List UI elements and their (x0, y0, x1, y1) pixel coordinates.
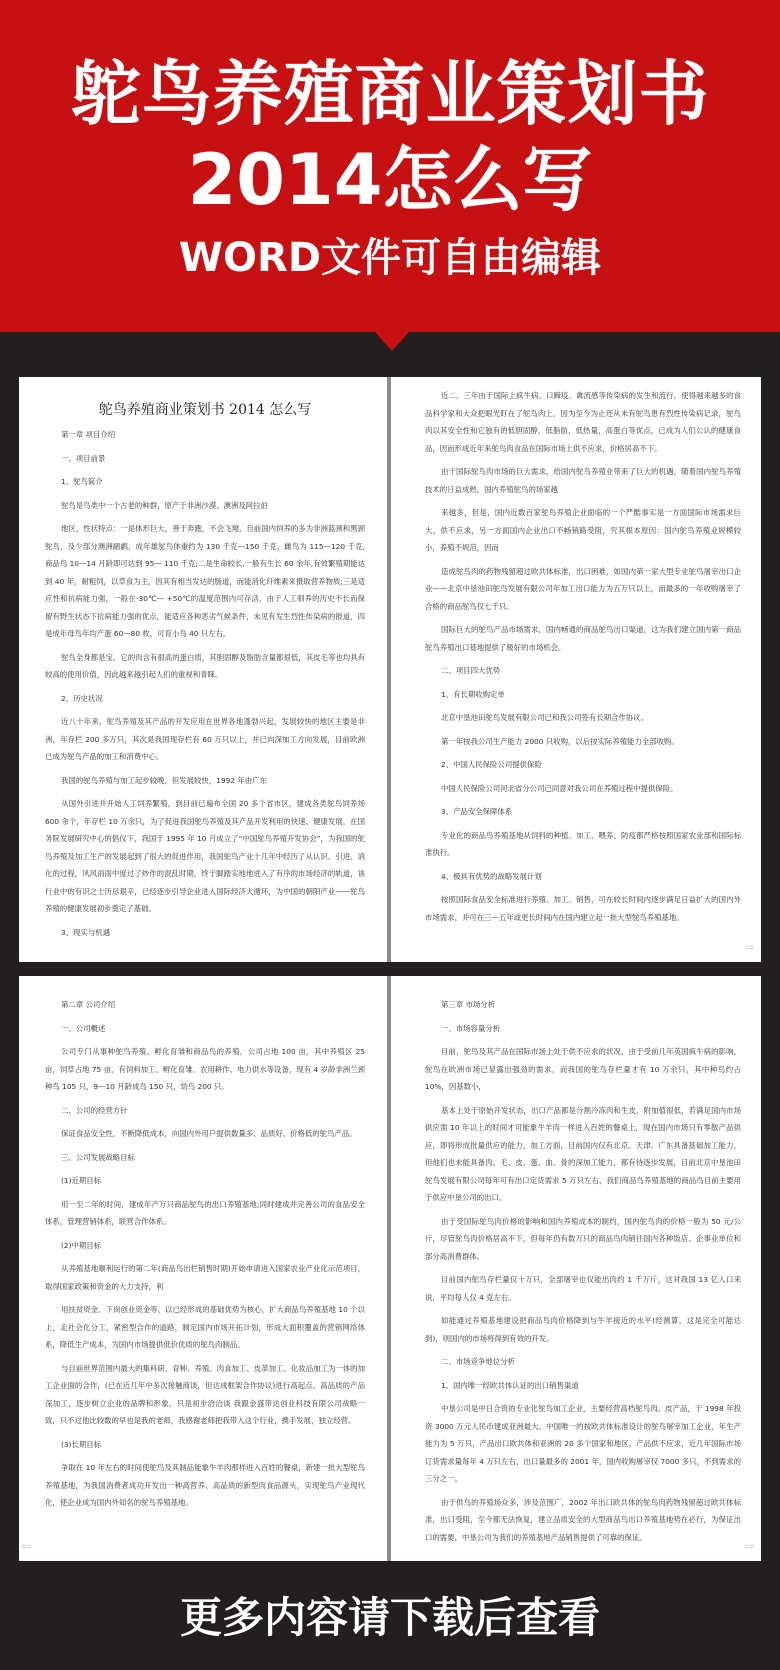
section-heading: 3、产品安全保障体系 (441, 807, 513, 816)
section-heading: 2、中国人民保险公司提供保险 (441, 760, 542, 769)
paragraph: 国际巨大的鸵鸟产品市场需求，国内畅通的商品鸵鸟出口渠道，这为我们建立国内第一商品鸵鸟养殖出口基地提供了极好的市场机会。 (425, 625, 741, 652)
section-heading: 三、公司发展战略目标 (61, 1152, 135, 1162)
page-blocks (425, 387, 741, 926)
paragraph: 中垦公司是中日合资的专业化鸵鸟加工企业，主要经营高档鸵鸟肉、皮产品，于 1998 年投资 3000 万元人民币建成亚洲最大、中国唯一的按欧共体标准设计的鸵鸟屠宰加工企业，年生产能力为 5 万只，产品出口欧共体和亚洲的 20 多个国家和地区，产品供不应求，近几年国际市场订货需求量每年 4 万只左右，出口量最多的 2001 年，国内收购屠宰仅 7000 多只，不到需求的三分之一。 (425, 1404, 741, 1483)
paragraph: 如能通过养殖基地建设把商品鸟肉价格降到与牛羊接近的水平(经测算，这是完全可能达到)，则国内的市场将得到有效的开发。 (425, 1316, 741, 1343)
document-page-2 (391, 377, 761, 962)
section-heading: 二、公司的经营方针 (61, 1105, 128, 1115)
paragraph: 造成鸵鸟肉的药物残留超过欧共体标准，出口困难，如国内第一家大型专业鸵鸟屠宰出口企业——北京中垦池田鸵鸟发展有限公司年加工出口能力为五万只以上，而最多的一年收购屠宰了合格的商品鸵鸟仅七千只。 (425, 566, 741, 611)
next-page-arrow-icon[interactable]: ⇨ (744, 940, 755, 954)
section-heading: 第一章 项目介绍 (61, 430, 116, 439)
banner-title-line1: 鸵鸟养殖商业策划书 (70, 53, 710, 135)
section-heading: 4、极具有优势的战略发展计划 (441, 871, 542, 881)
section-heading: 1、鸵鸟简介 (61, 477, 103, 486)
paragraph: 目前国内鸵鸟存栏量仅十万只，全部屠宰也仅能出肉约 1 千万斤，这对我国 13 亿人口来说，平均每人仅 4 克左右。 (425, 1275, 741, 1302)
paragraph: 北京中垦池田鸵鸟发展有限公司已和我公司签有长期合作协议。 (441, 713, 648, 722)
paragraph: 保证食品安全性，不断降低成本，向国内外用户提供数量多、品质好、价格低的鸵鸟产品。 (61, 1129, 357, 1138)
paragraph: 用扶贫资金、下岗创业资金等，以已经形成的基础优势为核心，扩大商品鸟养殖基地 10 个以上，走社会化分工，紧密型合作的道路，制定国内市场开拓计划，形成大面积覆盖的营销网络体系，降低生产成本，为国内市场提供低价优质的鸵鸟肉制品。 (45, 1305, 365, 1349)
document-page-4 (391, 976, 761, 1561)
paragraph: 专业化的商品鸟养殖基地从饲料的种植、加工、喂养、防疫都严格按照国家农业部和国际标准执行。 (425, 830, 741, 857)
banner-pointer-notch (374, 331, 410, 351)
paragraph: 从国外引进并开始人工饲养繁殖，到目前已遍布全国 20 多个省市区，建成各类鸵鸟饲养场 600 余个，年存栏 10 万余只，为了促进我国鸵鸟养殖及其产品开发利用的快速、健康发展，在国务院发展研究中心的倡仪下，我国于 1995 年 10 月成立了“中国鸵鸟养殖开发协会”，为我国的鸵鸟养殖及加工生产的发展起到了很大的促进作用，我国鸵鸟产业十几年中经历了从认识、引进、消化的过程，风风雨雨中度过了炒作的混乱时期，终于脚踏实地地进入了有序的市场经济的轨道，该行业中的有识之士历尽艰辛，已经逐步引导企业进入国际经济大循环，为中国的朝阳产业——鸵鸟养殖的健康发展初步奠定了基础。 (45, 799, 365, 913)
paragraph: 由于供鸟的养殖场众多，涉及范围广，2002 年出口欧共体的鸵鸟肉药物残留超过欧共体标准，出口受阻，至今都无法恢复，建立品质安全的大型商品鸟出口养殖基地势在必行，为保证出口的需要，中垦公司为我们的养殖基地产品销售提供了可靠的保证。 (425, 1497, 741, 1542)
section-heading: (3)长期目标 (61, 1439, 102, 1449)
paragraph: 由于国际鸵鸟肉市场的巨大需求，给国内鸵鸟养殖业带来了巨大的机遇，随着国内鸵鸟养殖技术的日益成熟，国内养殖鸵鸟的场家越 (425, 467, 741, 494)
section-heading: (1)近期目标 (61, 1176, 102, 1185)
section-heading: 1、有长期收购定单 (441, 689, 505, 699)
paragraph: 地区，性状特点：一是体形巨大，善于奔跑，不会飞翔，目前国内饲养的多为非洲蓝颈和黑颈鸵鸟，及少部分澳洲鸸鹋，成年雄鸵鸟体重约为 130 千克—150 千克，雌鸟为 115—120 千克,商品鸟 10—14 月龄即可达到 95— 110 千克;二是生命较长,一般有生长 60 余年,有效繁殖期能达到 40 年，耐粗饲，以草食为主，因其有相当发达的肠道，而能消化纤维素来摄取营养物质;三是适应性和抗病能力强，一般在-30℃— +50℃的温度范围内可存活，由于人工驯养的历史不长而保留有野生状态下抗病能力强的优点，能适应各种恶劣气候条件，未见有发生烈性传染病的报道，四是成年母鸟年均产蛋 60—80 枚，可育小鸟 40 只左右。 (45, 524, 365, 638)
paragraph: 第一年按我公司生产能力 2000 只收购，以后按实际养殖能力全部收购。 (441, 736, 679, 746)
paragraph: 我国的鸵鸟养殖与加工起步较晚，但发展较快，1992 年由广东 (61, 775, 267, 785)
paragraph: 鸵鸟全身都是宝，它的肉含有很高的蛋白质，其胆固醇及脂肪含量都很低，其皮毛等也均具有较高的使用价值，因此越来越引起人们的重视和青睐。 (45, 652, 365, 679)
next-page-arrow-icon[interactable]: ⇨ (744, 1539, 755, 1553)
page-content (45, 377, 365, 947)
section-heading: 2、历史状况 (61, 693, 103, 703)
banner-title-line2: 2014怎么写 (187, 139, 593, 221)
page-blocks (45, 996, 365, 1512)
page-blocks (425, 996, 741, 1546)
paragraph: 与目前世界范围内最大的集科研、育种、养殖、肉食加工、皮革加工、化妆品加工为一体的加工企业面的合作，(已在近几年中多次接触商谈，但达成框架合作协议)进行高起点、高品质的产品深加工，逐步树立企业的品牌和形象，只是初步洽洽谈 我跟金盛带达创业科技有限公司战略一致，只不过他比较数的早也是我的老师，我感谢老师把我带入这个行业，携手发展，独立经营。 (45, 1363, 365, 1425)
section-heading: 一、市场容量分析 (441, 1023, 501, 1033)
section-heading: 一、公司概述 (61, 1023, 106, 1033)
paragraph: 近二、三年由于国际上疯牛病、口蹄疫、禽流感等传染病的发生和流行，使得越来越多的食品科学家和大众把眼光盯在了鸵鸟肉上，因为至今为止还从未有鸵鸟患有烈性传染病记录，鸵鸟肉以其安全性和它独有的低胆固醇，低脂肪，低热量，高蛋白等优点，已成为人们公认的健康食品，因而形成近年来鸵鸟肉食品在国际市场上供不应求，价格居高不下。 (425, 391, 741, 453)
page-content (45, 990, 365, 1518)
document-page-3 (19, 976, 387, 1561)
paragraph: 按照国际食品安全标准进行养殖、加工、销售，可在较长时间内逐步满足日益扩大的国内外市场需求，并可在三—五年或更长时间内在国内建立起一批大型鸵鸟养殖基地。 (425, 895, 741, 922)
document-page-1 (19, 377, 387, 962)
section-heading: (2)中期目标 (61, 1240, 102, 1250)
paragraph: 公司专门从事种鸵鸟养殖、孵化育雏和商品鸟的养殖，公司占地 100 亩，其中养殖区 25 亩，饲草占地 75 亩，有饲料加工、孵化育雏、农用耕作、电力供水等设备，现有 4 岁龄非洲兰颈种鸟 105 只，9—10 月龄成鸟 150 只，幼鸟 200 只。 (45, 1047, 365, 1091)
paragraph: 目前，鸵鸟及其产品在国际市场上处于供不应求的状况，由于受前几年英国疯牛病的影响，鸵鸟在欧洲市场已显露出强劲的需求，而我国的鸵鸟存栏量才有 10 万余只，其中种鸟约占 10%，因基数小， (425, 1047, 741, 1091)
section-heading: 第二章 公司介绍 (61, 1000, 116, 1009)
paragraph: 中国人民保险公司河北省分公司已同意对我公司在养殖过程中提供保险。 (441, 783, 678, 793)
paragraph: 争取在 10 年左右的时间使鸵鸟及其制品能象牛羊肉那样进入百姓的餐桌，新建一批大型鸵鸟养殖基地，为我国消费者成功开发出一种高营养、高品质的新型肉食品源头，实现鸵鸟产业现代化，使企业成为国内外知名的鸵鸟养殖基地。 (45, 1463, 365, 1507)
download-more-caption: 更多内容请下载后查看 (179, 1593, 600, 1642)
header-banner (0, 0, 780, 332)
section-heading: 一、项目前景 (61, 453, 106, 463)
paragraph: 从养殖基地顺利运行的第二年(商品鸟出栏销售时期)开始申请进入国家农业产业化示范项目，取得国家政策和资金的大力支持，利 (45, 1264, 365, 1291)
section-heading: 二、市场竞争地位分析 (441, 1357, 515, 1366)
paragraph: 由于受国际鸵鸟肉价格的影响和国内养殖成本的制约，国内鸵鸟肉的价格一般为 50 元/公斤，尽管鸵鸟肉价格居高不下，但每年仍有数万只的商品鸟肉销往国内各种饭店、企事业单位和部分高消费群体。 (425, 1216, 741, 1261)
section-heading: 第三章 市场分析 (441, 1000, 496, 1009)
paragraph: 用一至二年的时间，建成年产万只商品鸵鸟的出口养殖基地;同时建成并完善公司的食品安全体系，管理营销体系，联营合作体系。 (45, 1199, 365, 1226)
page-blocks (45, 426, 365, 941)
paragraph: 近八十年来，鸵鸟养殖及其产品的开发应用在世界各地蓬勃兴起，发展较快的地区主要是非洲，年存栏 200 多万只，其次是我国现存栏有 60 万只以上，并已向深加工方向发展，目前欧洲已成为鸵鸟产品的加工和消费中心。 (45, 717, 365, 761)
paragraph: 来越多，但是，国内近数百家鸵鸟养殖企业面临的一个严酷事实是一方面国际市场需求巨大，供不应求，另一方面国内企业出口不畅销路受阻，究其根本原因：国内鸵鸟养殖业规模较小，养殖不规范，因而 (425, 508, 741, 552)
section-heading: 3、现实与机遇 (61, 927, 111, 937)
page-content (425, 990, 741, 1552)
document-title: 鸵鸟养殖商业策划书 2014 怎么写 (98, 402, 312, 418)
prev-page-arrow-icon[interactable]: ⇦ (21, 1539, 32, 1553)
page-content (425, 387, 741, 932)
section-heading: 鸵鸟是鸟类中一个古老的种群，原产于非洲沙漠、澳洲及阿拉伯 (61, 500, 268, 510)
banner-subtitle: WORD文件可自由编辑 (178, 235, 602, 281)
section-heading: 二、项目四大优势 (441, 666, 501, 675)
paragraph: 基本上处于原始开发状态，出口产品都是分割冷冻肉和生皮，附加值很低，若满足国内市场供应需 10 年以上的时间才可能象牛羊肉一样进入百姓的餐桌上，现在国内市场只有零散产品供应，即将形成批量供应的能力，加工方面，目前国内仅有北京、天津、广东具备基础加工能力，但他们也未能具备肉、毛、皮、蛋、血、骨的深加工能力，都有待逐步发展，目前北京中垦池田鸵鸟发展有限公司每年可有出口定货需求 5 万只左右，我们商品鸟养殖基地的商品鸟目前主要用于供应中垦公司的出口。 (425, 1105, 741, 1202)
section-heading: 1、国内唯一经欧共体认证的出口销售渠道 (441, 1380, 579, 1390)
